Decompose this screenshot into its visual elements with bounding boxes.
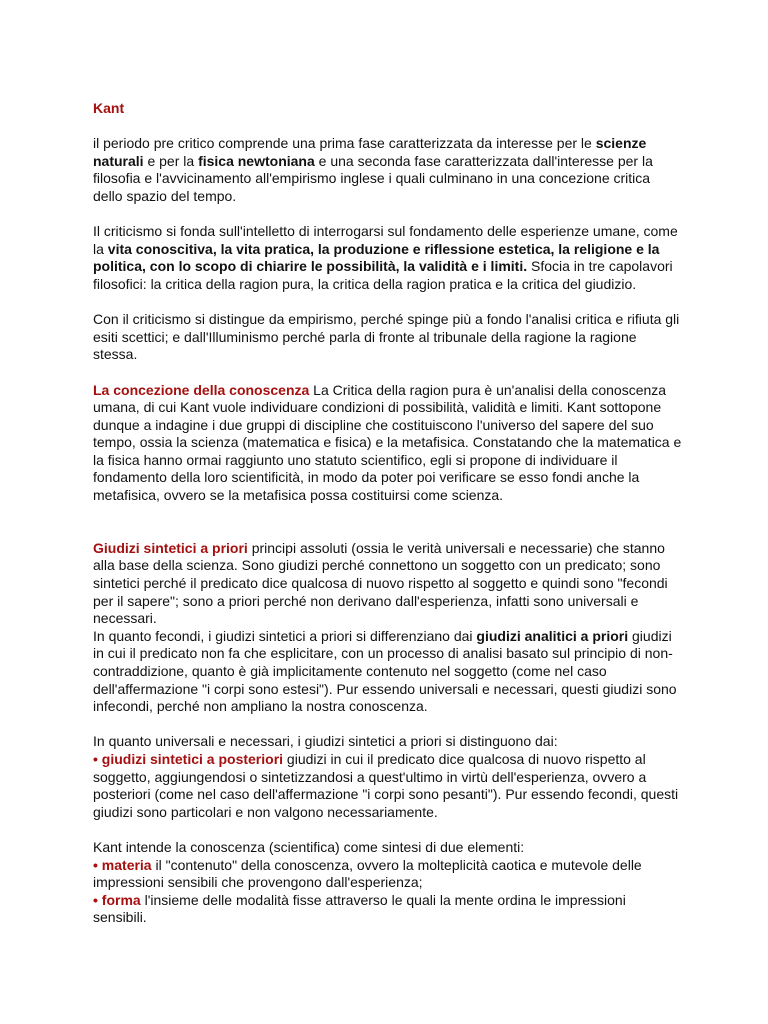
document-title [93, 100, 683, 118]
paragraph-giudizi-posteriori: In quanto universali e necessari, i giudizi sintetici a priori si distinguono dai: • giudizi sintetici a posteriori giudizi in cui il predicato dice qualcosa di nuovo rispetto al soggetto, aggiungendosi o sintetizzandosi a quest'ultimo in virtù dell'esperienza, ovvero a posteriori (come nel caso dell'affermazione "i corpi sono pesanti"). Pur essendo fecondi, questi giudizi sono particolari e non valgono necessariamente. [93, 733, 679, 820]
paragraph-empirismo: Con il criticismo si distingue da empirismo, perché spinge più a fondo l'analisi critica e rifiuta gli esiti scettici; e dall'Illuminismo perché parla di fronte al tribunale della ragione la ragione stessa. [93, 311, 680, 363]
paragraph-periodo-precritico: il periodo pre critico comprende una prima fase caratterizzata da interesse per le scienze naturali e per la fisica newtoniana e una seconda fase caratterizzata dall'interesse per la filosofia e l'avvicinamento all'empirismo inglese i quali culminano in una concezione critica dello spazio del tempo. [93, 135, 653, 204]
paragraph-criticismo: Il criticismo si fonda sull'intelletto di interrogarsi sul fondamento delle esperienze umane, come la vita conoscitiva, la vita pratica, la produzione e riflessione estetica, la religione e la politica, con lo scopo di chiarire le possibilità, la validità e i limiti. Sfocia in tre capolavori filosofici: la critica della ragion pura, la critica della ragion pratica e la critica del giudizio. [93, 223, 678, 292]
bullet-heading: • materia [93, 856, 152, 873]
paragraph-concezione-conoscenza: La concezione della conoscenza La Critica della ragion pura è un'analisi della conoscenza umana, di cui Kant vuole individuare condizioni di possibilità, validità e limiti. Kant sottopone dunque a indagine i due gruppi di discipline che costituiscono l'universo del sapere del suo tempo, ossia la scienza (matematica e fisica) e la metafisica. Constatando che la matematica e la fisica hanno ormai raggiunto uno statuto scientifico, egli si propone di individuare il fondamento della loro scientificità, in modo da poter poi verificare se esso fondi anche la metafisica, ovvero se la metafisica possa costituirsi come scienza. [93, 381, 682, 504]
section-heading: La concezione della conoscenza [93, 381, 310, 398]
paragraph-materia-forma: Kant intende la conoscenza (scientifica) come sintesi di due elementi: • materia il "contenuto" della conoscenza, ovvero la molteplicità caotica e mutevole delle impressioni sensibili che provengono dall'esperienza; • forma l'insieme delle modalità fisse attraverso le quali la mente ordina le impressioni sensibili. [93, 838, 642, 926]
section-heading: Giudizi sintetici a priori [93, 539, 248, 556]
bullet-heading: • forma [93, 891, 141, 908]
bullet-heading: • giudizi sintetici a posteriori [93, 750, 284, 767]
paragraph-giudizi-sintetici: Giudizi sintetici a priori principi assoluti (ossia le verità universali e necessarie) che stanno alla base della scienza. Sono giudizi perché connettono un soggetto con un predicato; sono sintetici perché il predicato dice qualcosa di nuovo rispetto al soggetto e quindi sono "fecondi per il sapere"; sono a priori perché non derivano dall'esperienza, infatti sono universali e necessari. In quanto fecondi, i giudizi sintetici a priori si differenziano dai giudizi analitici a priori giudizi in cui il predicato non fa che esplicitare, con un processo di analisi basato sul principio di non-contraddizione, quanto è già implicitamente contenuto nel soggetto (come nel caso dell'affermazione "i corpi sono estesi"). Pur essendo universali e necessari, questi giudizi sono infecondi, perché non ampliano la nostra conoscenza. [93, 539, 677, 715]
document-page [93, 100, 683, 945]
title-text: Kant [93, 100, 125, 116]
